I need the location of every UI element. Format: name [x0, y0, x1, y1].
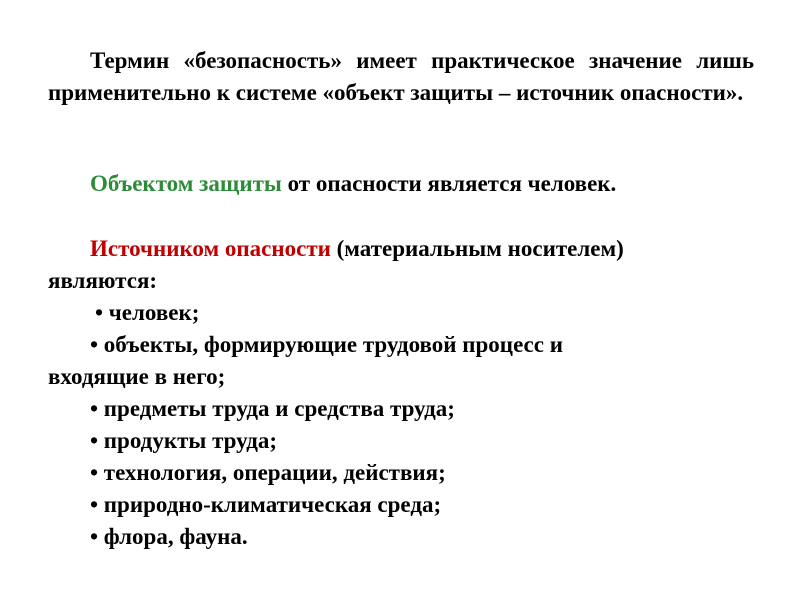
list-item: • продукты труда; — [90, 428, 277, 453]
intro-paragraph: Термин «безопасность» имеет практическое значение лишь применительно к системе «объект защиты – источник опасности». — [48, 48, 754, 105]
list-item: • человек; — [95, 300, 200, 325]
danger-sources-heading-text: (материальным носителем) — [330, 236, 624, 261]
list-item: • предметы труда и средства труда; — [90, 396, 455, 421]
list-item: • объекты, формирующие трудовой процесс и — [90, 332, 563, 357]
protection-object-paragraph — [48, 168, 754, 200]
danger-sources-highlight: Источником опасности — [90, 236, 331, 261]
danger-sources-heading-cont: являются: — [48, 268, 158, 293]
danger-sources-heading — [48, 233, 754, 265]
protection-object-highlight: Объектом защиты — [90, 171, 282, 196]
list-item: • природно-климатическая среда; — [90, 492, 442, 517]
protection-object-text: от опасности является человек. — [281, 171, 617, 196]
list-item-continuation: входящие в него; — [48, 364, 226, 389]
list-item: • технология, операции, действия; — [90, 460, 446, 485]
list-item: • флора, фауна. — [90, 524, 248, 549]
danger-sources-block — [48, 233, 754, 553]
